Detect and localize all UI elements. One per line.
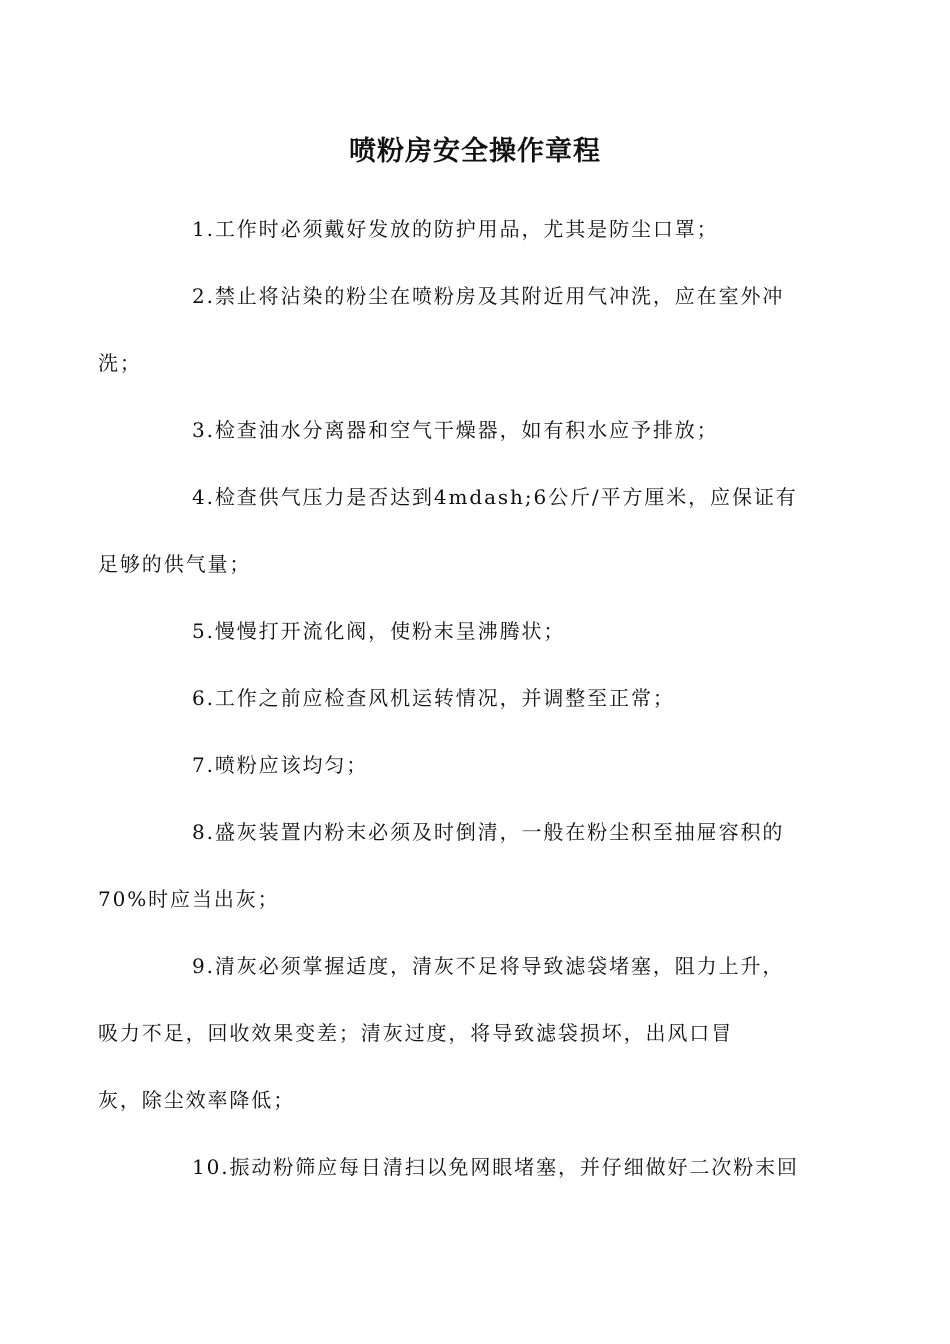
paragraph-7 <box>145 732 810 799</box>
document-body <box>98 196 810 1201</box>
paragraph-line: 3.检查油水分离器和空气干燥器，如有积水应予排放； <box>192 418 719 442</box>
paragraph-line: 70%时应当出灰； <box>98 887 280 911</box>
paragraph-line: 7.喷粉应该均匀； <box>192 753 369 777</box>
paragraph-line: 4.检查供气压力是否达到4mdash;6公斤/平方厘米，应保证有 <box>192 485 798 509</box>
paragraph-line: 5.慢慢打开流化阀，使粉末呈沸腾状； <box>192 619 566 643</box>
paragraph-line: 吸力不足，回收效果变差；清灰过度，将导致滤袋损坏，出风口冒 <box>98 1021 734 1045</box>
paragraph-10 <box>145 1134 810 1201</box>
paragraph-line: 洗； <box>98 351 142 375</box>
document-title: 喷粉房安全操作章程 <box>349 136 601 167</box>
paragraph-line: 2.禁止将沾染的粉尘在喷粉房及其附近用气冲洗，应在室外冲 <box>192 284 785 308</box>
paragraph-4 <box>98 464 810 598</box>
paragraph-1 <box>145 196 810 263</box>
paragraph-line: 10.振动粉筛应每日清扫以免网眼堵塞，并仔细做好二次粉末回 <box>192 1155 799 1179</box>
paragraph-line: 足够的供气量； <box>98 552 252 576</box>
paragraph-5 <box>145 598 810 665</box>
paragraph-line: 1.工作时必须戴好发放的防护用品，尤其是防尘口罩； <box>192 217 719 241</box>
paragraph-line: 灰，除尘效率降低； <box>98 1088 296 1112</box>
paragraph-6 <box>145 665 810 732</box>
paragraph-line: 6.工作之前应检查风机运转情况，并调整至正常； <box>192 686 675 710</box>
paragraph-line: 9.清灰必须掌握适度，清灰不足将导致滤袋堵塞，阻力上升， <box>192 954 785 978</box>
paragraph-line: 8.盛灰装置内粉末必须及时倒清，一般在粉尘积至抽屉容积的 <box>192 820 785 844</box>
paragraph-8 <box>98 799 810 933</box>
paragraph-9 <box>98 933 810 1134</box>
paragraph-2 <box>98 263 810 397</box>
paragraph-3 <box>145 397 810 464</box>
